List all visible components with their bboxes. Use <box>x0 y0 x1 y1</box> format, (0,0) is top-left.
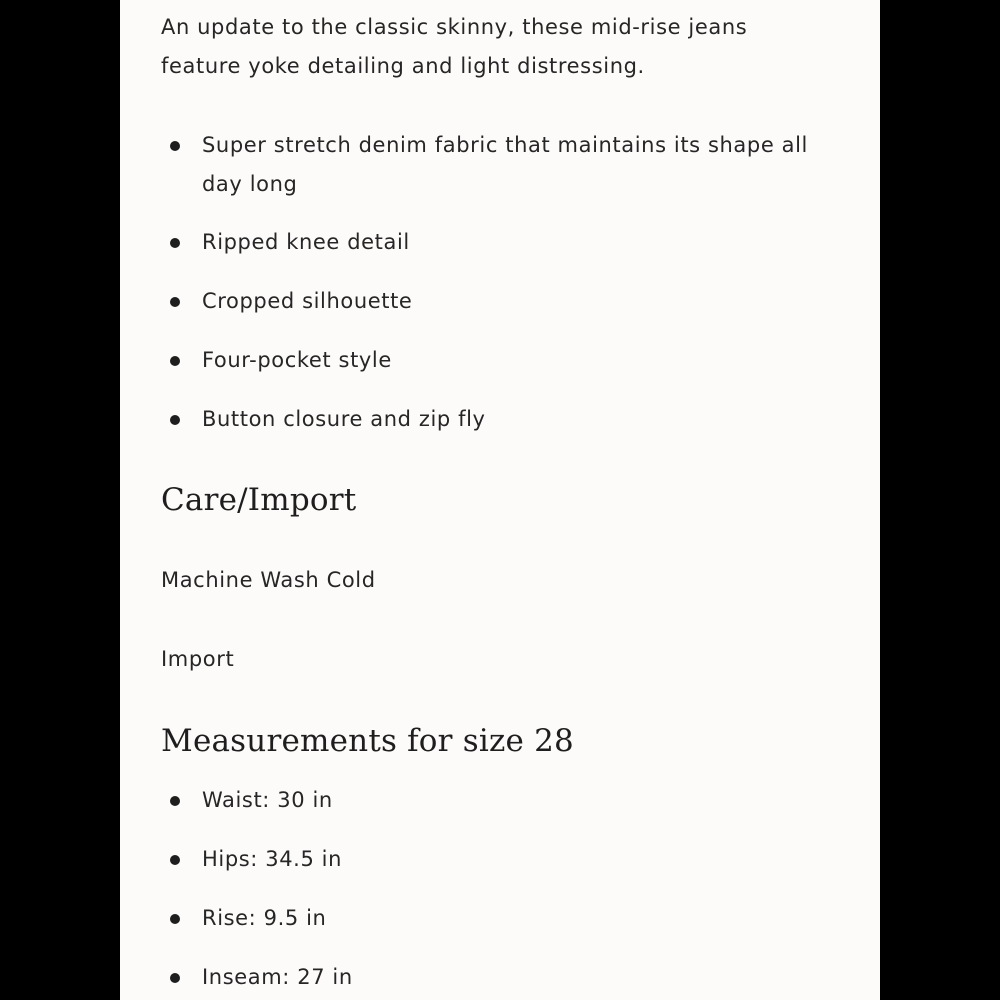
bullet-icon <box>170 415 180 425</box>
bullet-icon <box>170 141 180 151</box>
product-description: An update to the classic skinny, these mid-rise jeans feature yoke detailing and light distressing. <box>161 15 748 78</box>
bullet-icon <box>170 973 180 983</box>
measurement-text: Hips: 34.5 in <box>202 847 343 871</box>
measurement-text: Waist: 30 in <box>202 788 333 812</box>
measurement-text: Rise: 9.5 in <box>202 906 327 930</box>
feature-text: Super stretch denim fabric that maintains its shape all day long <box>202 133 808 196</box>
measurements-heading: Measurements for size 28 <box>161 723 574 759</box>
bullet-icon <box>170 855 180 865</box>
feature-text: Ripped knee detail <box>202 230 410 254</box>
bullet-icon <box>170 238 180 248</box>
feature-text: Button closure and zip fly <box>202 407 486 431</box>
care-origin-text: Import <box>161 647 235 671</box>
care-import-heading: Care/Import <box>161 482 357 518</box>
feature-text: Cropped silhouette <box>202 289 413 313</box>
bullet-icon <box>170 297 180 307</box>
product-details-panel <box>120 0 880 1000</box>
feature-text: Four-pocket style <box>202 348 392 372</box>
bullet-icon <box>170 914 180 924</box>
bullet-icon <box>170 356 180 366</box>
measurement-text: Inseam: 27 in <box>202 965 353 989</box>
bullet-icon <box>170 796 180 806</box>
care-wash-text: Machine Wash Cold <box>161 568 376 592</box>
